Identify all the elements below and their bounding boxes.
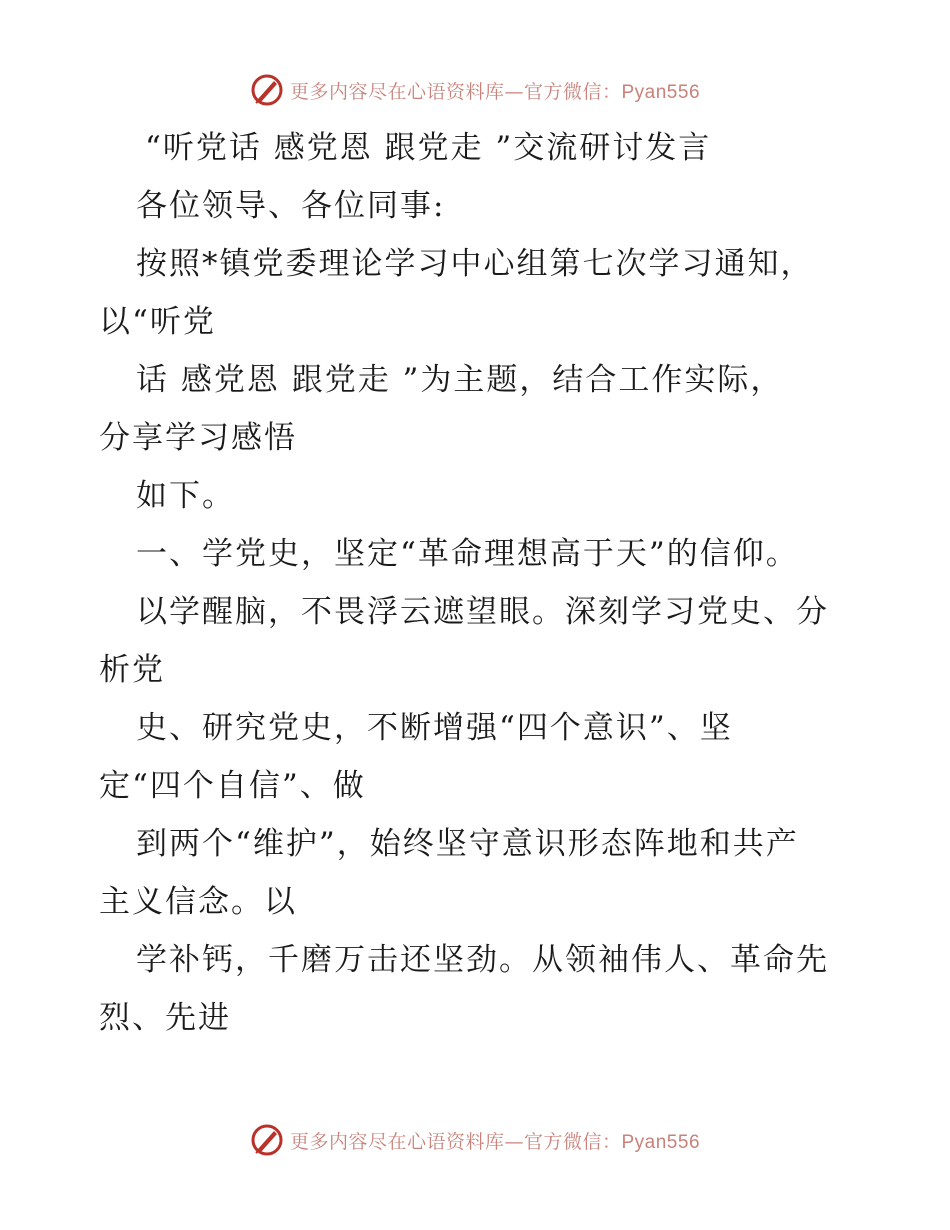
quill-pen-logo-icon — [250, 73, 284, 107]
text-line: 史、研究党史，不断增强“四个意识”、坚 — [136, 710, 733, 746]
text-line: 分享学习感悟 — [99, 420, 297, 456]
watermark-id: Pyan556 — [621, 81, 701, 103]
text-line: 学补钙，千磨万击还坚劲。从领袖伟人、革命先 — [136, 942, 829, 978]
text-line: 如下。 — [136, 478, 235, 514]
text-line: 各位领导、各位同事: — [136, 188, 446, 224]
text-line: 烈、先进 — [99, 1000, 231, 1036]
text-line: 以“听党 — [99, 304, 216, 340]
text-line: 话 感党恩 跟党走 ”为主题，结合工作实际， — [136, 362, 784, 398]
text-line: 定“四个自信”、做 — [99, 768, 366, 804]
document-title: “听党话 感党恩 跟党走 ”交流研讨发言 — [145, 130, 712, 166]
text-line: 以学醒脑，不畏浮云遮望眼。深刻学习党史、分 — [136, 594, 829, 630]
watermark-footer — [0, 1120, 950, 1160]
quill-pen-logo-icon — [250, 1123, 284, 1157]
watermark-header — [0, 70, 950, 110]
watermark-id: Pyan556 — [621, 1131, 701, 1153]
text-line: 一、学党史，坚定“革命理想高于天”的信仰。 — [136, 536, 799, 572]
watermark-text: 更多内容尽在心语资料库—官方微信： — [289, 80, 622, 103]
text-line: 析党 — [99, 652, 165, 688]
text-line: 按照*镇党委理论学习中心组第七次学习通知， — [136, 246, 814, 282]
text-line: 主义信念。以 — [99, 884, 297, 920]
text-line: 到两个“维护”，始终坚守意识形态阵地和共产 — [136, 826, 799, 862]
watermark-text: 更多内容尽在心语资料库—官方微信： — [289, 1130, 622, 1153]
